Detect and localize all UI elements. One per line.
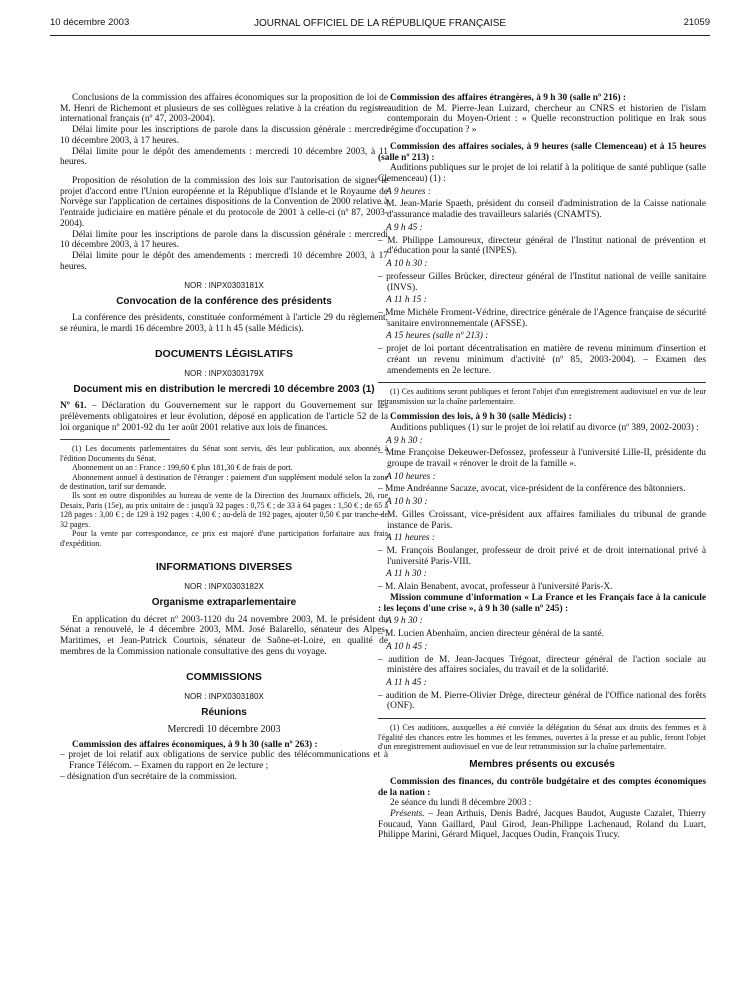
footnote-2: Abonnement un an : France : 199,60 € plus 181,30 € de frais de port. [72,463,293,473]
soc-time-2: A 9 h 45 : [386,222,423,233]
footnote-rule-right-2 [378,718,706,719]
conference-text: La conférence des présidents, constituée conformément à l'article 29 du règlement, se réunira, le mardi 16 décembre 2003, à 11 h 45 (salle Médicis). [60,313,388,334]
soc-item-3: – professeur Gilles Brücker, directeur général de l'Institut national de veille sanitaire (INVS). [378,271,706,293]
meeting-date: Mercredi 10 décembre 2003 [167,724,281,736]
footnote-soc: (1) Ces auditions seront publiques et feront l'objet d'un enregistrement audiovisuel en vue de leur retransmission sur la chaîne parlementaire. [378,387,706,406]
lois-commission-heading: Commission des lois, à 9 h 30 (salle Médicis) : [390,412,572,423]
soc-time-4: A 11 h 15 : [386,295,427,306]
lois-item-2: – Mme Andréanne Sacaze, avocat, vice-président de la conférence des bâtonniers. [378,484,686,495]
footnote-lois: (1) Ces auditions, auxquelles a été conviée la délégation du Sénat aux droits des femmes et à l'égalité des chances entre les hommes et les femmes, ouvertes à la presse et au public, feront l'objet d'un enregistrement audiovisuel en vue de leur retransmission sur la chaîne parlementaire. [378,723,706,751]
organisme-title: Organisme extraparlementaire [151,597,297,609]
soc-item-4: – Mme Michèle Froment-Védrine, directrice générale de l'Agence française de sécurité sanitaire environnementale (AFSSE). [378,307,706,329]
reunions-title: Réunions [201,706,247,718]
page-header [50,18,710,32]
lois-time-1: A 9 h 30 : [386,435,423,446]
finances-heading: Commission des finances, du contrôle budgétaire et des comptes économiques de la nation : [378,776,706,798]
header-rule [50,35,710,36]
mis-time-3: A 11 h 45 : [386,677,427,688]
left-p4: Proposition de résolution de la commission des lois sur l'autorisation de signer le projet d'accord entre l'Union européenne et la République d'Islande et le Royaume de Norvège sur l'application de certaines dispositions de la Convention de 2000 relative à l'entraide judiciaire en matière pénale et du protocole de 2001 à celle-ci (nº 87, 2003-2004). [60,176,388,229]
header-page-number: 21059 [683,17,710,28]
eco-item-1: – projet de loi relatif aux obligations de service public des télécommunications et à France Télécom. – Examen du rapport en 2e lecture ; [60,750,388,771]
header-journal-title: JOURNAL OFFICIEL DE LA RÉPUBLIQUE FRANÇAISE [253,18,507,29]
etr-commission-heading: Commission des affaires étrangères, à 9 h 30 (salle nº 216) : [390,93,627,103]
finances-seance: 2e séance du lundi 8 décembre 2003 : [390,798,532,809]
soc-time-3: A 10 h 30 : [386,259,428,270]
lois-item-5: – M. Alain Benabent, avocat, professeur à l'université Paris-X. [378,582,613,593]
mis-time-1: A 9 h 30 : [386,616,423,627]
mis-time-2: A 10 h 45 : [386,641,428,652]
footnote-5: Pour la vente par correspondance, ce prix est majoré d'une participation forfaitaire aux frais d'expédition. [60,529,388,548]
soc-commission-heading: Commission des affaires sociales, à 9 heures (salle Clemenceau) et à 15 heures (salle nº 213) : [378,141,706,163]
left-p1: Conclusions de la commission des affaires économiques sur la proposition de loi de M. Henri de Richemont et plusieurs de ses collègues relative à la création du registre international français (nº 47, 2003-2004). [60,93,388,125]
soc-item-5: – projet de loi portant décentralisation en matière de revenu minimum d'insertion et créant un revenu minimum d'activité (nº 85, 2003-2004). – Examen des amendements en 2e lecture. [378,344,706,376]
left-p5: Délai limite pour les inscriptions de parole dans la discussion générale : mercredi 10 décembre 2003, à 17 heures. [60,229,388,251]
organisme-text: En application du décret nº 2003-1120 du 24 novembre 2003, M. le président du Sénat a renouvelé, le 4 décembre 2003, MM. José Balarello, sénateur des Alpes-Maritimes, et Jean-Patrick Courtois, sénateur de Saône-et-Loire, en qualité de membres de la Commission nationale consultative des gens du voyage. [60,614,388,657]
footnote-rule [60,439,170,440]
lois-time-2: A 10 heures : [386,471,436,482]
lois-time-4: A 11 heures : [386,533,436,544]
documents-section-title: DOCUMENTS LÉGISLATIFS [154,347,294,360]
mis-item-3: – audition de M. Pierre-Olivier Drège, directeur général de l'Office national des forêts (ONF). [378,690,706,712]
left-p6: Délai limite pour le dépôt des amendements : mercredi 10 décembre 2003, à 17 heures. [60,251,388,272]
nor-code-4: NOR : INPX0303180X [184,691,264,701]
document-61-text: – Déclaration du Gouvernement sur le rapport du Gouvernement sur les prélèvements obligatoires et leur évolution, déposé en application de l'article 52 de la loi organique nº 2001-92 du 1er août 2001 relative aux lois de finances. [60,401,388,433]
mis-item-1: – M. Lucien Abenhaïm, ancien directeur général de la santé. [378,629,604,640]
left-column [60,93,388,782]
soc-item-1: – M. Jean-Marie Spaeth, président du conseil d'administration de la Caisse nationale d'assurance maladie des travailleurs salariés (CNAMTS). [378,199,706,221]
lois-item-1: – Mme Françoise Dekeuwer-Defossez, professeur à l'université Lille-II, présidente du groupe de travail « rénover le droit de la famille ». [378,448,706,469]
header-date: 10 décembre 2003 [50,17,130,28]
commissions-section-title: COMMISSIONS [186,670,262,683]
nor-code-3: NOR : INPX0303182X [184,582,264,592]
lois-item-4: – M. François Boulanger, professeur de droit privé et de droit international privé à l'université Paris-VIII. [378,546,706,567]
lois-intro: Auditions publiques (1) sur le projet de loi relatif au divorce (nº 389, 2002-2003) : [390,422,699,433]
lois-item-3: – M. Gilles Croissant, vice-président aux affaires familiales du tribunal de grande instance de Paris. [378,509,706,531]
conference-title: Convocation de la conférence des présidents [116,295,332,307]
soc-time-5: A 15 heures (salle nº 213) : [386,331,489,342]
left-p3: Délai limite pour le dépôt des amendements : mercredi 10 décembre 2003, à 11 heures. [60,146,388,168]
nor-code-1: NOR : INPX0303181X [184,280,264,290]
footnote-1: (1) Les documents parlementaires du Sénat sont servis, dès leur publication, aux abonnés à l'édition Documents du Sénat. [60,444,388,463]
eco-item-2: – désignation d'un secrétaire de la commission. [60,771,237,782]
soc-time-1: A 9 heures : [386,186,432,197]
presents-label: Présents. [390,808,425,819]
footnote-rule-right-1 [378,382,706,383]
presents-list: – Jean Arthuis, Denis Badré, Jacques Baudot, Auguste Cazalet, Thierry Foucaud, Yann Gaillard, Paul Girod, Jean-Philippe Lachenaud, Roland du Luart, Philippe Marini, Gérard Miquel, Jacques Oudin, François Trucy. [378,808,706,841]
footnote-4: Ils sont en outre disponibles au bureau de vente de la Direction des Journaux officiels, 26, rue Desaix, Paris (15e), au prix unitaire de : jusqu'à 32 pages : 0,75 € ; de 33 à 64 pages : 1,50 € ; de 65 à 128 pages : 3,00 € ; de 129 à 192 pages : 4,00 € ; au-delà de 192 pages, ajouter 0,50 € par tranche de 32 pages. [60,491,388,529]
mission-heading: Mission commune d'information « La France et les Français face à la canicule : les leçons d'une crise », à 9 h 30 (salle nº 245) : [378,592,706,614]
membres-title: Membres présents ou excusés [469,759,615,771]
informations-section-title: INFORMATIONS DIVERSES [155,561,293,574]
etr-item-1: – audition de M. Pierre-Jean Luizard, chercheur au CNRS et historien de l'islam contemporain du Moyen-Orient : « Quelle reconstruction politique en Irak sous régime d'occupation ? » [378,103,706,136]
document-number: Nº 61. [60,401,87,412]
footnote-3: Abonnement annuel à destination de l'étranger : paiement d'un supplément modulé selon la zone de destination, tarif sur demande. [60,472,388,492]
footnotes-documents [60,444,388,548]
document-distribution-title: Document mis en distribution le mercredi 10 décembre 2003 (1) [73,383,375,395]
soc-intro: Auditions publiques sur le projet de loi relatif à la politique de santé publique (salle Clemenceau) (1) : [378,163,706,185]
document-61 [60,401,388,433]
soc-item-2: – M. Philippe Lamoureux, directeur général de l'Institut national de prévention et d'éducation pour la santé (INPES). [378,235,706,257]
lois-time-5: A 11 h 30 : [386,569,427,580]
mis-item-2: – audition de M. Jean-Jacques Trégoat, directeur général de l'action sociale au ministère des affaires sociales, du travail et de la solidarité. [378,654,706,676]
nor-code-2: NOR : INPX0303179X [184,368,264,378]
finances-presents [378,809,706,841]
right-column [378,93,706,841]
eco-commission-heading: Commission des affaires économiques, à 9 h 30 (salle nº 263) : [72,739,318,750]
left-p2: Délai limite pour les inscriptions de parole dans la discussion générale : mercredi 10 décembre 2003, à 17 heures. [60,125,388,146]
lois-time-3: A 10 h 30 : [386,497,428,508]
